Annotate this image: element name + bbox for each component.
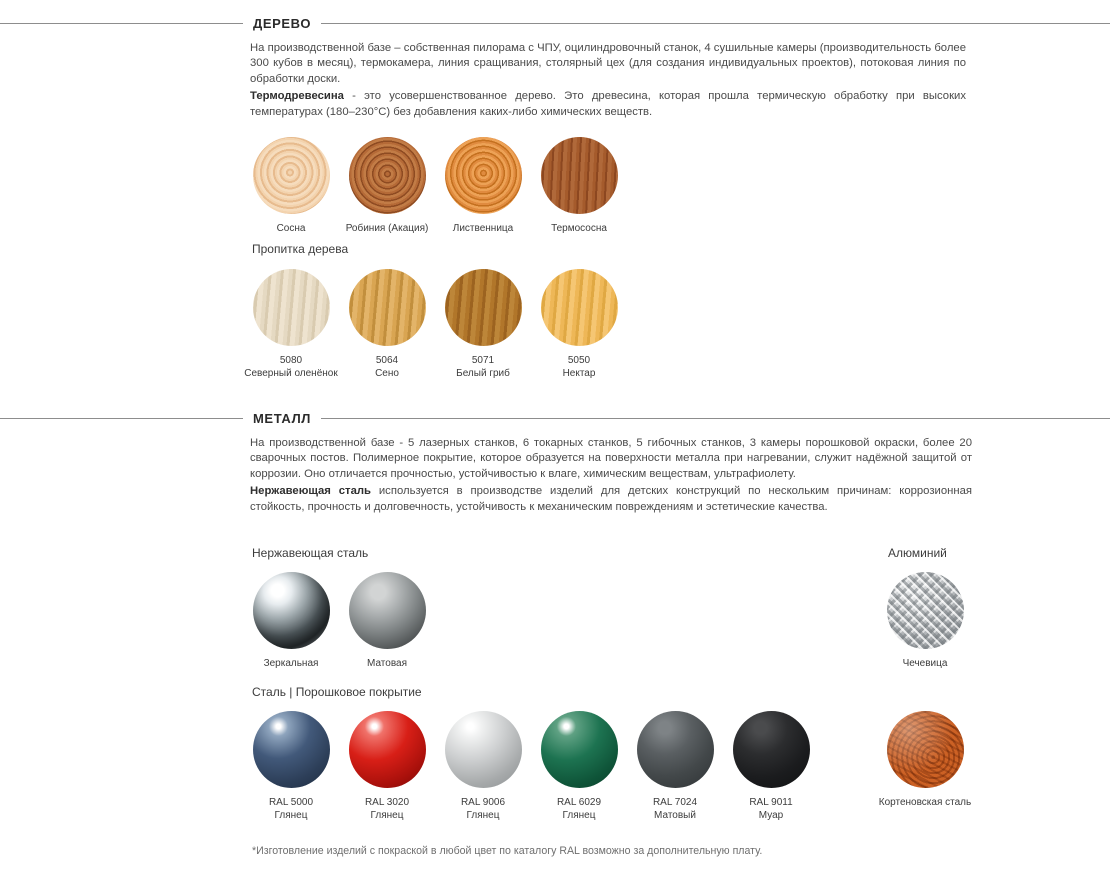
- swatch-subcaption: Нектар: [562, 367, 596, 379]
- metal-paragraph-2: [250, 484, 972, 515]
- swatch-caption: [435, 355, 531, 380]
- swatch-subcaption: Муар: [758, 809, 784, 821]
- header-rule-left: [0, 23, 243, 24]
- swatch-code: RAL 6029: [556, 797, 602, 808]
- swatch-subcaption: Белый гриб: [456, 367, 510, 379]
- ral-3020-sphere-icon: [349, 711, 426, 788]
- lentil-pattern-icon: [887, 572, 964, 649]
- swatch-ral-5000[interactable]: [243, 711, 339, 822]
- wood-paragraph-2-lead: Термодревесина: [250, 90, 344, 103]
- wood-paragraph-2-text: - это усовершенствованное дерево. Это древесина, которая прошла термическую обработку при высоких температурах (180–230°C) без добавления каких-либо химических веществ.: [250, 90, 966, 118]
- ral-9006-sphere-icon: [445, 711, 522, 788]
- swatch-5071[interactable]: [435, 269, 531, 380]
- impregnation-sample-5080-icon: [253, 269, 330, 346]
- swatch-code: RAL 3020: [364, 797, 410, 808]
- metal-paragraph-1: На производственной базе - 5 лазерных станков, 6 токарных станков, 5 гибочных станков, 3 камеры порошковой окраски, более 20 сварочных постов. Полимерное покрытие, которое образуется на поверхности металла при нагревании, служит надёжной защитой от коррозии. Оно отличается прочностью, устойчивостью к влаге, химическим веществам, ультрафиолету.: [250, 437, 972, 480]
- powder-coating-row: [243, 711, 819, 822]
- swatch-caption: Сосна: [276, 223, 306, 234]
- swatch-caption: [243, 355, 339, 380]
- wood-sample-termososna-icon: [541, 137, 618, 214]
- swatch-subcaption: Северный оленёнок: [244, 367, 338, 379]
- wood-impregnation-title: Пропитка дерева: [252, 242, 349, 256]
- ral-6029-sphere-icon: [541, 711, 618, 788]
- wood-species-row: [243, 137, 627, 236]
- impregnation-sample-5064-icon: [349, 269, 426, 346]
- swatch-termososna[interactable]: [531, 137, 627, 236]
- swatch-caption: [627, 797, 723, 822]
- swatch-caption: Термососна: [551, 223, 607, 234]
- swatch-subcaption: Матовый: [654, 809, 696, 821]
- swatch-caption: [243, 797, 339, 822]
- metal-section-title: МЕТАЛЛ: [253, 411, 312, 426]
- swatch-sosna[interactable]: [243, 137, 339, 236]
- wood-paragraph-1: На производственной базе – собственная пилорама с ЧПУ, оцилиндровочный станок, 4 сушильные камеры (производительность более 300 кубов в месяц), термокамера, линия сращивания, столярный цех (для создания индивидуальных проектов), потоковая линия по обработки доски.: [250, 42, 966, 85]
- swatch-caption: Лиственница: [452, 223, 514, 234]
- swatch-caption: Робиния (Акация): [345, 223, 429, 234]
- ral-9011-sphere-icon: [733, 711, 810, 788]
- aluminium-title: Алюминий: [888, 546, 947, 560]
- swatch-subcaption: Кортеновская сталь: [878, 797, 972, 808]
- swatch-code: 5080: [279, 355, 303, 366]
- swatch-caption: [339, 355, 435, 380]
- ral-7024-sphere-icon: [637, 711, 714, 788]
- wood-section-header: [0, 16, 1110, 31]
- swatch-ral-9006[interactable]: [435, 711, 531, 822]
- header-rule-left: [0, 418, 243, 419]
- swatch-caption: [723, 797, 819, 822]
- swatch-caption: [531, 355, 627, 380]
- mirror-sphere-icon: [253, 572, 330, 649]
- metal-paragraph-2-lead: Нержавеющая сталь: [250, 485, 371, 498]
- wood-sample-listvennica-icon: [445, 137, 522, 214]
- swatch-lentil-aluminium[interactable]: [877, 572, 973, 671]
- stainless-steel-title: Нержавеющая сталь: [252, 546, 369, 560]
- swatch-code: RAL 9006: [460, 797, 506, 808]
- swatch-ral-3020[interactable]: [339, 711, 435, 822]
- swatch-corten-steel[interactable]: [877, 711, 973, 810]
- corten-sample-icon: [887, 711, 964, 788]
- swatch-subcaption: Глянец: [370, 809, 404, 821]
- powder-coating-title: Сталь | Порошковое покрытие: [252, 685, 422, 699]
- swatch-code: 5064: [375, 355, 399, 366]
- swatch-subcaption: Сено: [375, 367, 399, 379]
- swatch-ral-6029[interactable]: [531, 711, 627, 822]
- header-rule-right: [321, 418, 1110, 419]
- swatch-code: 5050: [567, 355, 591, 366]
- header-rule-right: [321, 23, 1110, 24]
- wood-sample-robinia-icon: [349, 137, 426, 214]
- swatch-caption: [339, 797, 435, 822]
- swatch-robinia[interactable]: [339, 137, 435, 236]
- aluminium-row: [877, 572, 973, 671]
- swatch-listvennica[interactable]: [435, 137, 531, 236]
- stainless-steel-row: [243, 572, 435, 671]
- swatch-5080[interactable]: [243, 269, 339, 380]
- swatch-caption: Чечевица: [902, 658, 948, 669]
- swatch-5064[interactable]: [339, 269, 435, 380]
- swatch-caption: [877, 797, 973, 810]
- corten-row: [877, 711, 973, 810]
- swatch-subcaption: Глянец: [562, 809, 596, 821]
- impregnation-sample-5050-icon: [541, 269, 618, 346]
- swatch-subcaption: Глянец: [466, 809, 500, 821]
- matte-sphere-icon: [349, 572, 426, 649]
- metal-paragraph-2-text: используется в производстве изделий для детских конструкций по нескольким причинам: коррозионная стойкость, прочность и долговечность, устойчивость к механическим повреждениям и эстетические качества.: [250, 485, 972, 513]
- swatch-matte-steel[interactable]: [339, 572, 435, 671]
- wood-sample-sosna-icon: [253, 137, 330, 214]
- swatch-code: RAL 7024: [652, 797, 698, 808]
- swatch-code: 5071: [471, 355, 495, 366]
- wood-description: [250, 41, 966, 120]
- swatch-caption: [531, 797, 627, 822]
- metal-section-header: [0, 411, 1110, 426]
- wood-paragraph-2: [250, 89, 966, 120]
- swatch-code: RAL 9011: [749, 797, 793, 808]
- swatch-5050[interactable]: [531, 269, 627, 380]
- swatch-code: RAL 5000: [268, 797, 314, 808]
- footnote: *Изготовление изделий с покраской в любой цвет по каталогу RAL возможно за дополнительную плату.: [252, 845, 763, 857]
- impregnation-sample-5071-icon: [445, 269, 522, 346]
- swatch-ral-9011[interactable]: [723, 711, 819, 822]
- swatch-subcaption: Глянец: [274, 809, 308, 821]
- swatch-caption: Зеркальная: [263, 658, 319, 669]
- swatch-mirror-steel[interactable]: [243, 572, 339, 671]
- wood-impregnation-row: [243, 269, 627, 380]
- wood-section-title: ДЕРЕВО: [253, 16, 312, 31]
- swatch-caption: Матовая: [367, 658, 407, 669]
- metal-description: [250, 436, 972, 515]
- ral-5000-sphere-icon: [253, 711, 330, 788]
- swatch-caption: [435, 797, 531, 822]
- swatch-ral-7024[interactable]: [627, 711, 723, 822]
